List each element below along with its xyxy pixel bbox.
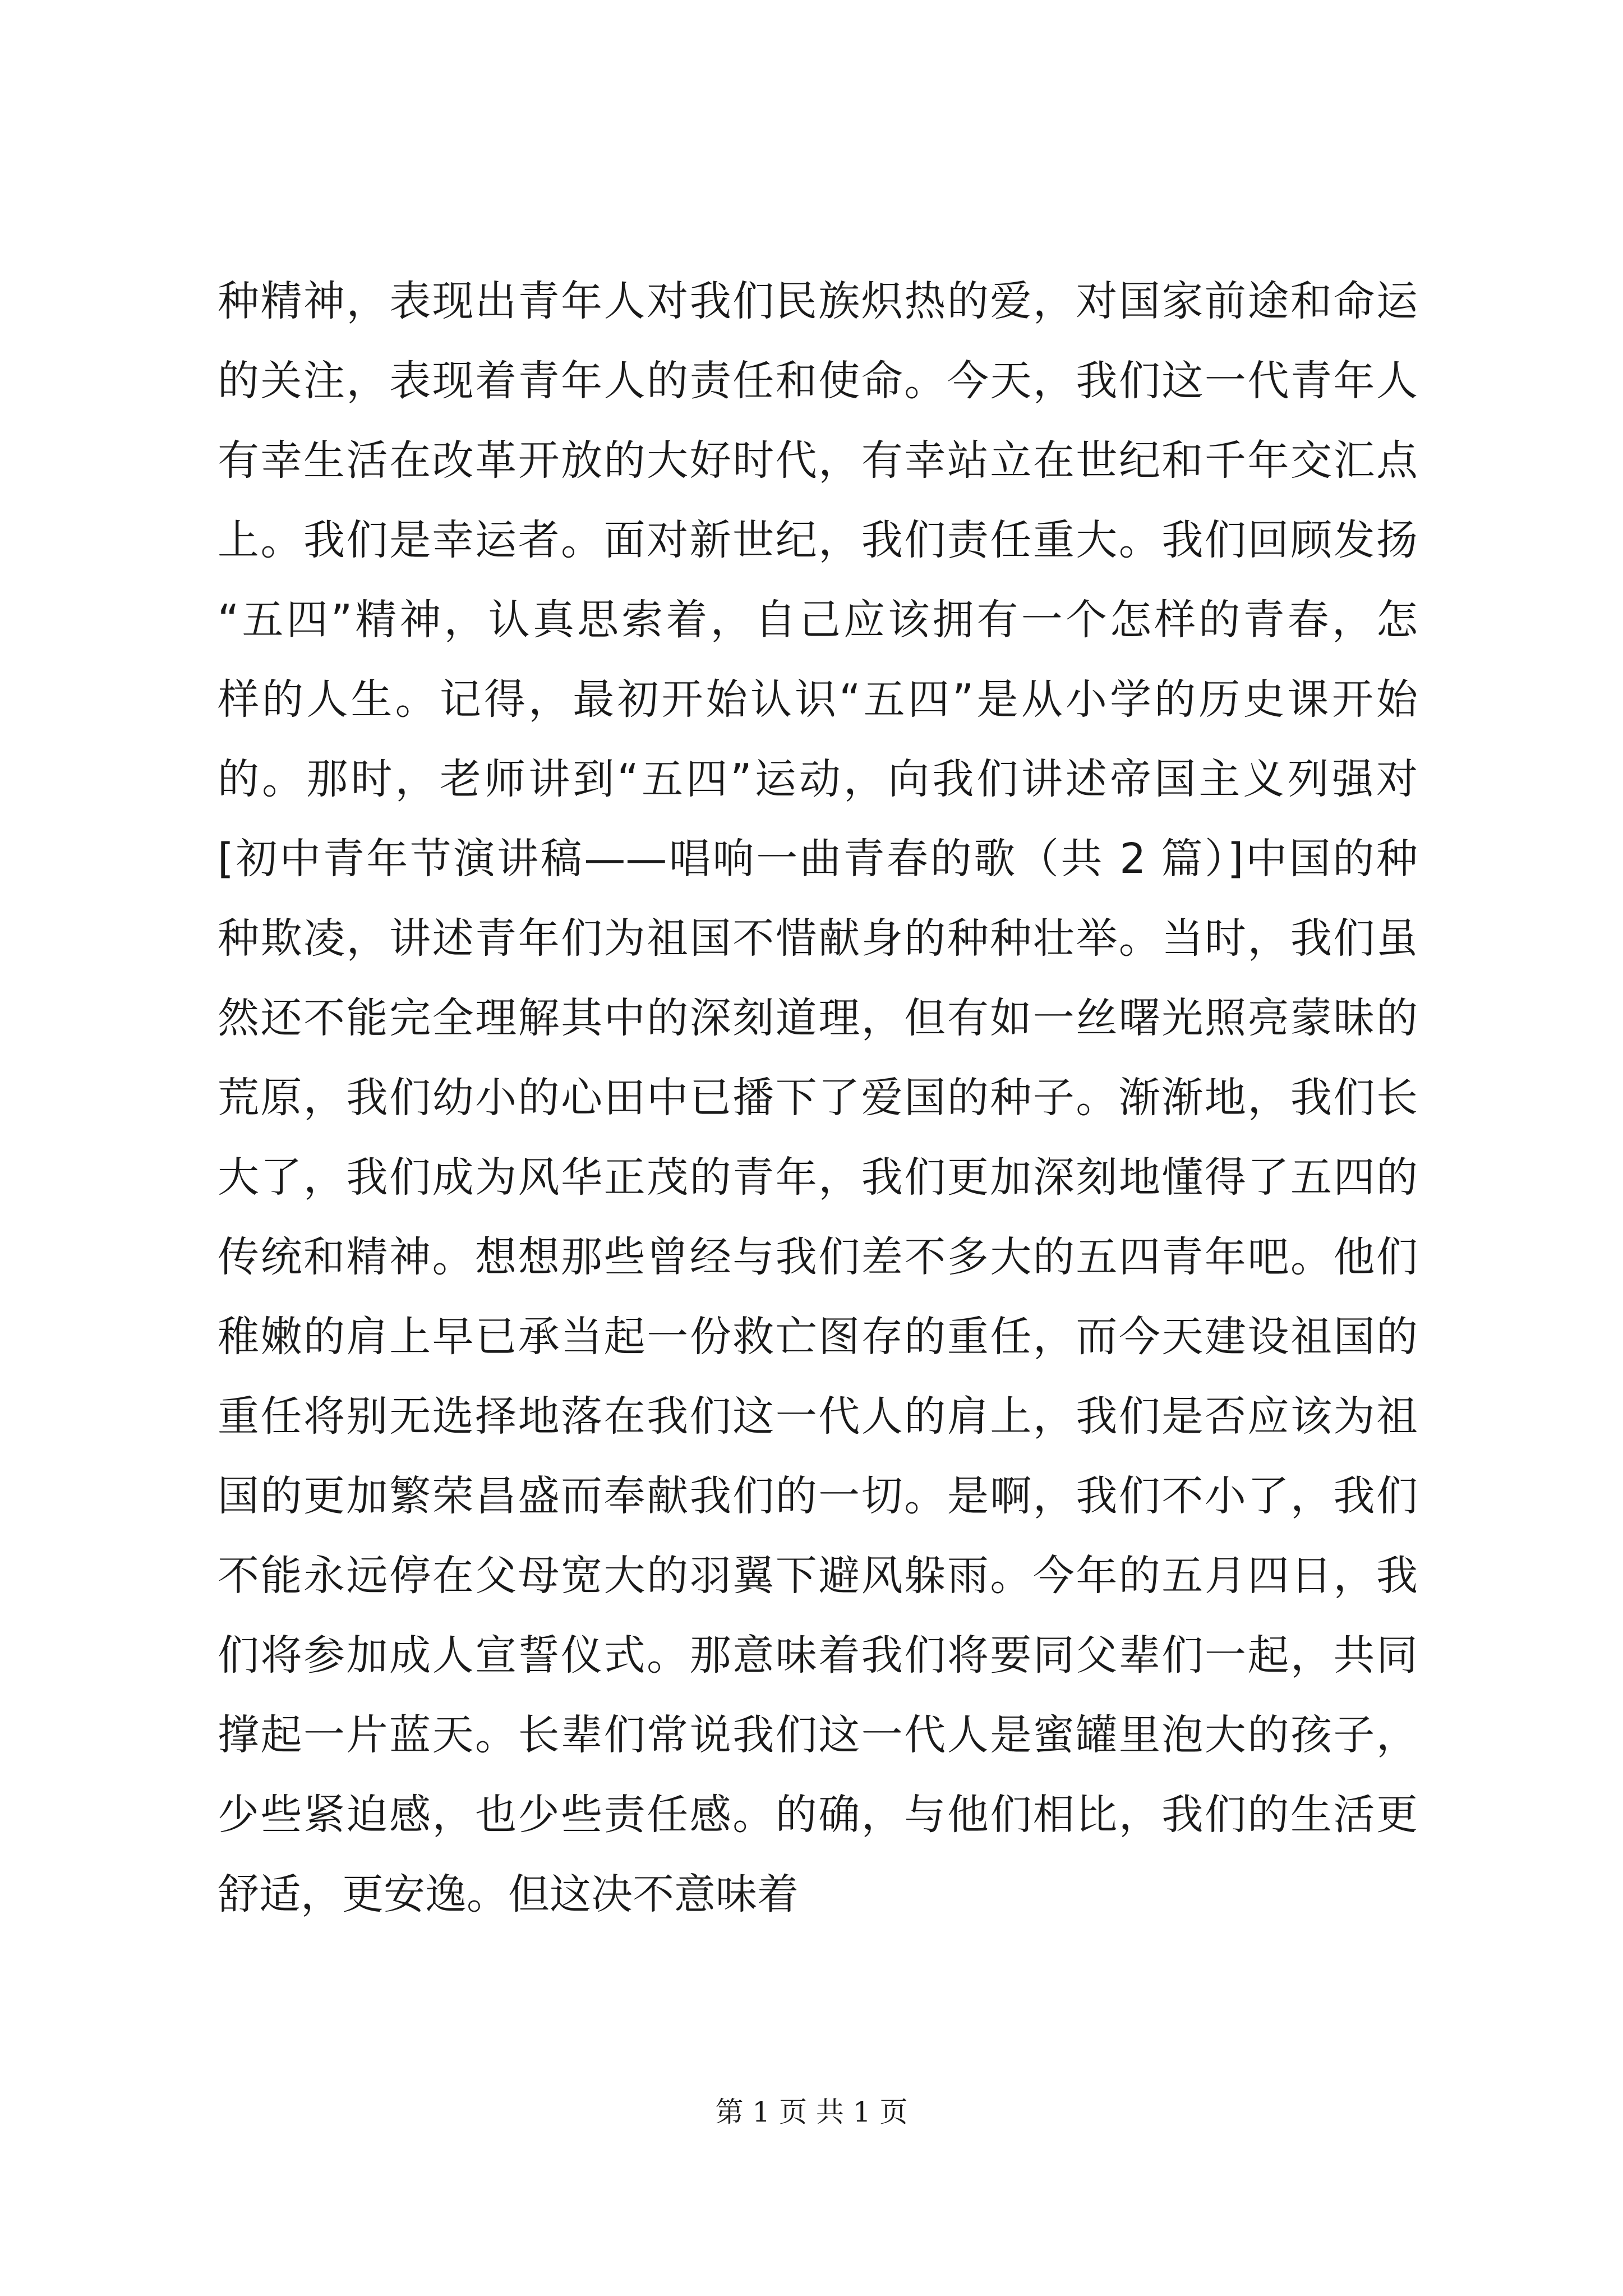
text-line: 稚嫩的肩上早已承当起一份救亡图存的重任，而今天建设祖国的 — [218, 1313, 1418, 1361]
text-line: [初中青年节演讲稿——唱响一曲青春的歌（共 2 篇）]中国的种 — [218, 835, 1418, 883]
text-line: 国的更加繁荣昌盛而奉献我们的一切。是啊，我们不小了，我们 — [218, 1472, 1418, 1520]
body-text — [218, 261, 1418, 1934]
text-line: 不能永远停在父母宽大的羽翼下避风躲雨。今年的五月四日，我 — [218, 1552, 1418, 1600]
text-line: 有幸生活在改革开放的大好时代，有幸站立在世纪和千年交汇点 — [218, 436, 1418, 485]
text-line: 重任将别无选择地落在我们这一代人的肩上，我们是否应该为祖 — [218, 1392, 1418, 1441]
text-line: 的关注，表现着青年人的责任和使命。今天，我们这一代青年人 — [218, 357, 1418, 405]
text-line: 样的人生。记得，最初开始认识“五四”是从小学的历史课开始 — [218, 675, 1418, 724]
text-line: 种精神，表现出青年人对我们民族炽热的爱，对国家前途和命运 — [218, 277, 1418, 325]
text-line: 们将参加成人宣誓仪式。那意味着我们将要同父辈们一起，共同 — [218, 1631, 1418, 1680]
text-line: 传统和精神。想想那些曾经与我们差不多大的五四青年吧。他们 — [218, 1233, 1418, 1281]
text-line: “五四”精神，认真思索着，自己应该拥有一个怎样的青春，怎 — [218, 596, 1418, 644]
text-line: 少些紧迫感，也少些责任感。的确，与他们相比，我们的生活更 — [218, 1791, 1418, 1839]
text-line: 舒适，更安逸。但这决不意味着 — [218, 1870, 799, 1918]
text-line: 的。那时，老师讲到“五四”运动，向我们讲述帝国主义列强对 — [218, 755, 1418, 803]
text-line: 然还不能完全理解其中的深刻道理，但有如一丝曙光照亮蒙昧的 — [218, 994, 1418, 1042]
text-line: 上。我们是幸运者。面对新世纪，我们责任重大。我们回顾发扬 — [218, 516, 1418, 564]
text-line: 种欺凌，讲述青年们为祖国不惜献身的种种壮举。当时，我们虽 — [218, 914, 1418, 963]
text-line: 大了，我们成为风华正茂的青年，我们更加深刻地懂得了五四的 — [218, 1153, 1418, 1202]
text-line: 撑起一片蓝天。长辈们常说我们这一代人是蜜罐里泡大的孩子， — [218, 1711, 1418, 1759]
page-footer: 第 1 页 共 1 页 — [715, 2096, 908, 2128]
text-line: 荒原，我们幼小的心田中已播下了爱国的种子。渐渐地，我们长 — [218, 1074, 1418, 1122]
